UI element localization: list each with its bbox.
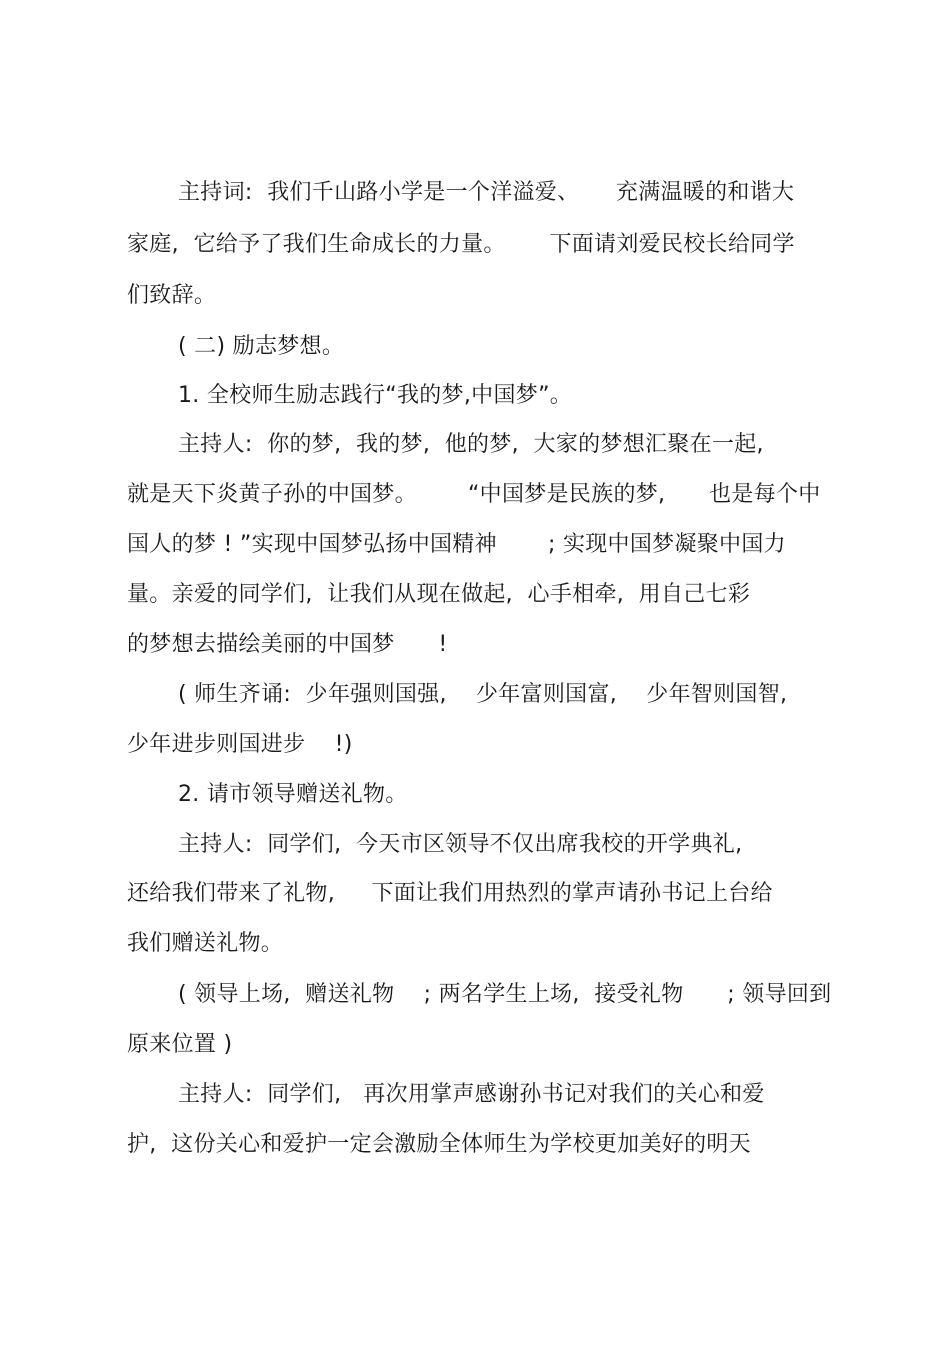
text-line: ( 领导上场, 赠送礼物 ; 两名学生上场, 接受礼物 ; 领导回到 [178, 982, 832, 1007]
section-heading: ( 二) 励志梦想。 [178, 334, 345, 359]
text-line: 主持人: 同学们, 再次用掌声感谢孙书记对我们的关心和爱 [178, 1082, 765, 1107]
text-line: 主持词: 我们千山路小学是一个洋溢爱、 充满温暖的和谐大 [178, 180, 795, 205]
text-line: 护, 这份关心和爱护一定会激励全体师生为学校更加美好的明天 [127, 1132, 751, 1157]
text-line: 国人的梦 ! ”实现中国梦弘扬中国精神 ; 实现中国梦凝聚中国力 [127, 532, 786, 557]
text-line: 就是天下炎黄子孙的中国梦。 “中国梦是民族的梦, 也是每个中 [127, 482, 821, 507]
text-line: ( 师生齐诵: 少年强则国强, 少年富则国富, 少年智则国智, [178, 682, 788, 707]
text-line: 的梦想去描绘美丽的中国梦 ! [127, 632, 448, 657]
text-line: 主持人: 你的梦, 我的梦, 他的梦, 大家的梦想汇聚在一起, [178, 432, 764, 457]
text-line: 家庭, 它给予了我们生命成长的力量。 下面请刘爱民校长给同学 [127, 232, 795, 257]
text-line: 我们赠送礼物。 [127, 931, 284, 956]
text-line: 们致辞。 [127, 283, 217, 308]
text-line: 原来位置 ) [127, 1032, 233, 1057]
text-line: 还给我们带来了礼物, 下面让我们用热烈的掌声请孙书记上台给 [127, 881, 773, 906]
text-line: 主持人: 同学们, 今天市区领导不仅出席我校的开学典礼, [178, 832, 743, 857]
text-line: 量。亲爱的同学们, 让我们从现在做起, 心手相牵, 用自己七彩 [127, 582, 751, 607]
list-item: 1. 全校师生励志践行“我的梦,中国梦”。 [178, 383, 573, 408]
list-item: 2. 请市领导赠送礼物。 [178, 782, 408, 807]
text-line: 少年进步则国进步 !) [127, 732, 353, 757]
